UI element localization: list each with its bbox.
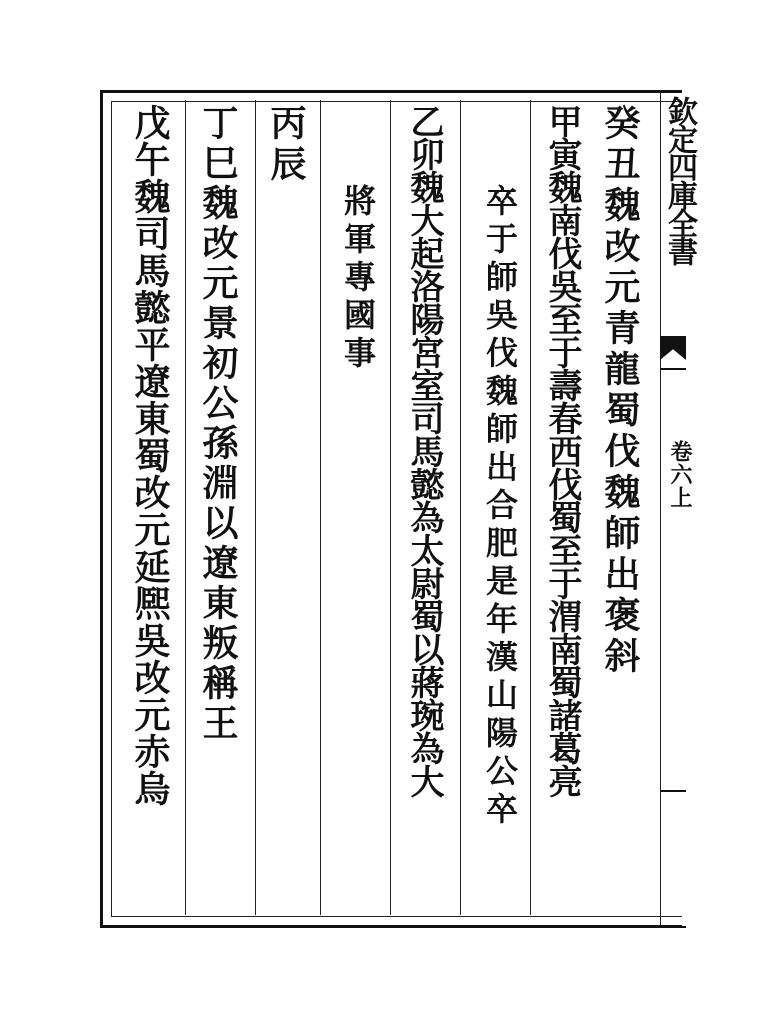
text-column-4: 乙卯魏大起洛陽宮室司馬懿為太尉蜀以蔣琬為大 [404, 104, 444, 797]
edge-bottom-line [660, 926, 686, 928]
column-rule [320, 100, 321, 915]
fish-tail-line [660, 368, 686, 370]
book-title: 欽定四庫全書 [662, 96, 697, 264]
edge-mark [660, 790, 686, 792]
column-rule [185, 100, 186, 915]
column-rule [390, 100, 391, 915]
text-column-5: 將軍專國事 [339, 184, 377, 374]
page-frame [100, 90, 682, 928]
text-column-7: 丁巳魏改元景初公孫淵以遼東叛稱王 [197, 104, 239, 744]
text-column-8: 戊午魏司馬懿平遼東蜀改元延熈吳改元赤烏 [129, 104, 171, 807]
text-column-3: 卒于師吳伐魏師出合肥是年漢山陽公卒 [481, 184, 519, 830]
text-column-6: 丙辰 [265, 104, 307, 186]
text-column-2: 甲寅魏南伐吳至于壽春西伐蜀至于渭南蜀諸葛亮 [542, 104, 582, 797]
column-rule [530, 100, 531, 915]
column-rule [255, 100, 256, 915]
text-column-1: 癸丑魏改元青龍蜀伐魏師出褒斜 [599, 104, 641, 678]
volume-label: 卷六上 [667, 440, 693, 509]
column-rule [460, 100, 461, 915]
